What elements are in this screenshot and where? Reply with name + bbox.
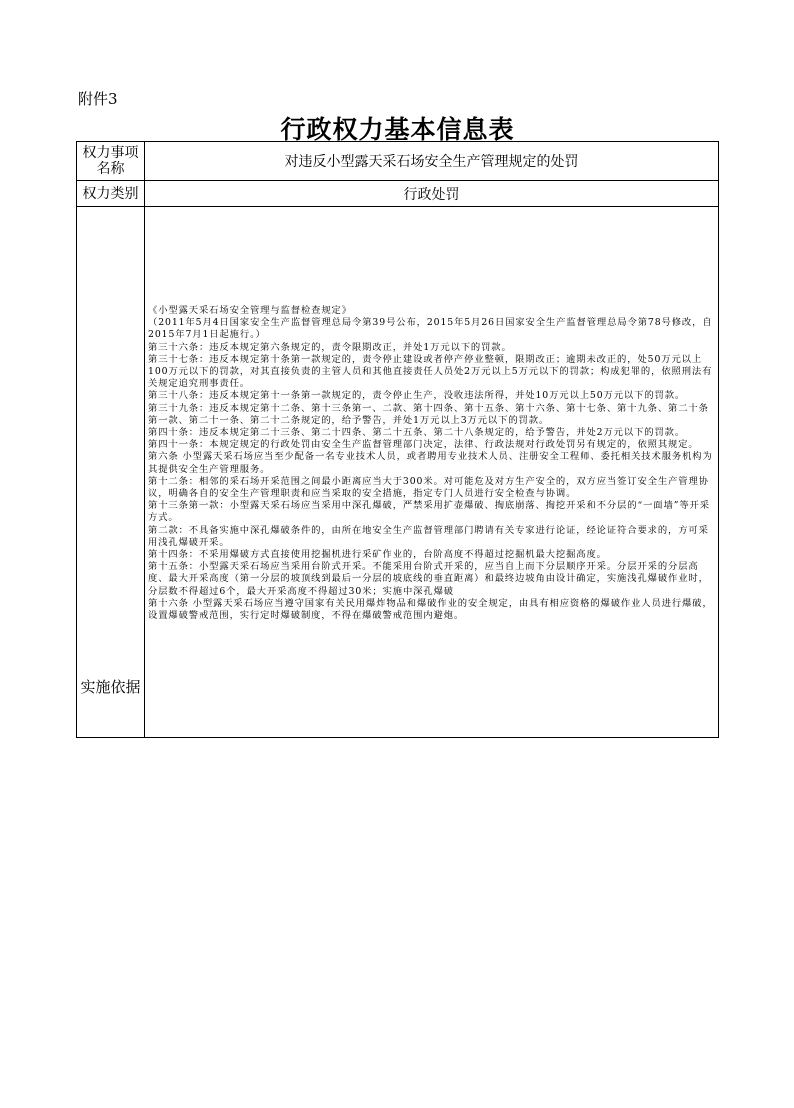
basis-line: 第三十八条：违反本规定第十一条第一款规定的，责令停止生产，没收违法所得，并处10万元以上50万元以下的罚款。 — [148, 390, 686, 402]
basis-line: 第三十七条：违反本规定第十条第一款规定的，责令停止建设或者停产停业整顿，限期改正；逾期未改正的，处50万元以上100万元以下的罚款，对其直接负责的主管人员和其他直接责任人员处2万元以上5万元以下的罚款；构成犯罪的，依照刑法有关规定追究刑事责任。 — [148, 353, 713, 390]
category-value: 行政处罚 — [145, 181, 719, 207]
page-title: 行政权力基本信息表 — [280, 115, 515, 144]
basis-line: 第十二条：相邻的采石场开采范围之间最小距离应当大于300米。对可能危及对方生产安全的，双方应当签订安全生产管理协议，明确各自的安全生产管理职责和应当采取的安全措施，指定专门人员进行安全检查与协调。 — [148, 475, 709, 500]
basis-line: 第三十六条：违反本规定第六条规定的，责令限期改正，并处1万元以下的罚款。 — [148, 341, 512, 353]
basis-text — [148, 305, 715, 622]
basis-label-cell — [77, 207, 145, 738]
item-name-label: 权力事项名称 — [77, 142, 145, 181]
basis-line: 第十五条：小型露天采石场应当采用台阶式开采。不能采用台阶式开采的，应当自上而下分层顺序开采。分层开采的分层高度、最大开采高度（第一分层的坡顶线到最后一分层的坡底线的垂直距离）和最终边坡角由设计确定，实施浅孔爆破作业时，分层数不得超过6个，最大开采高度不得超过30米；实施中深孔爆破 — [148, 561, 709, 597]
basis-line: 第十四条：不采用爆破方式直接使用挖掘机进行采矿作业的，台阶高度不得超过挖掘机最大挖掘高度。 — [148, 549, 607, 561]
basis-line: 第三十九条：违反本规定第十二条、第十三条第一、二款、第十四条、第十五条、第十六条、第十七条、第十九条、第二十条第一款、第二十一条、第二十二条规定的，给予警告，并处1万元以上3万元以下的罚款。 — [148, 402, 709, 426]
basis-line: （2011年5月4日国家安全生产监督管理总局令第39号公布，2015年5月26日国家安全生产监督管理总局令第78号修改，自2015年7月1日起施行。） — [148, 317, 713, 341]
basis-line: 第十三条第一款：小型露天采石场应当采用中深孔爆破，严禁采用扩壶爆破、掏底崩落、掏挖开采和不分层的“一面墙”等开采方式。 — [148, 500, 710, 524]
basis-line: 第十六条 小型露天采石场应当遵守国家有关民用爆炸物品和爆破作业的安全规定，由具有相应资格的爆破作业人员进行爆破，设置爆破警戒范围，实行定时爆破制度，不得在爆破警戒范围内避炮。 — [148, 597, 713, 622]
item-name-value: 对违反小型露天采石场安全生产管理规定的处罚 — [145, 142, 719, 181]
info-table — [76, 141, 719, 738]
basis-line: 第四十一条：本规定规定的行政处罚由安全生产监督管理部门决定，法律、行政法规对行政处罚另有规定的，依照其规定。 — [148, 439, 699, 451]
basis-line: 第四十条：违反本规定第二十三条、第二十四条、第二十五条、第二十八条规定的，给予警告，并处2万元以下的罚款。 — [148, 427, 686, 439]
basis-content-cell — [145, 207, 719, 738]
category-label: 权力类别 — [77, 181, 145, 207]
table-row-basis — [77, 207, 719, 738]
table-row-item-name — [77, 142, 719, 181]
basis-line: 第六条 小型露天采石场应当至少配备一名专业技术人员，或者聘用专业技术人员、注册安全工程师、委托相关技术服务机构为其提供安全生产管理服务。 — [148, 451, 713, 475]
table-row-category — [77, 181, 719, 207]
basis-line: 《小型露天采石场安全管理与监督检查规定》 — [148, 305, 352, 316]
basis-line: 第二款：不具备实施中深孔爆破条件的，由所在地安全生产监督管理部门聘请有关专家进行论证，经论证符合要求的，方可采用浅孔爆破开采。 — [148, 524, 709, 548]
basis-label: 实施依据 — [80, 678, 141, 696]
attachment-label: 附件3 — [78, 90, 118, 108]
